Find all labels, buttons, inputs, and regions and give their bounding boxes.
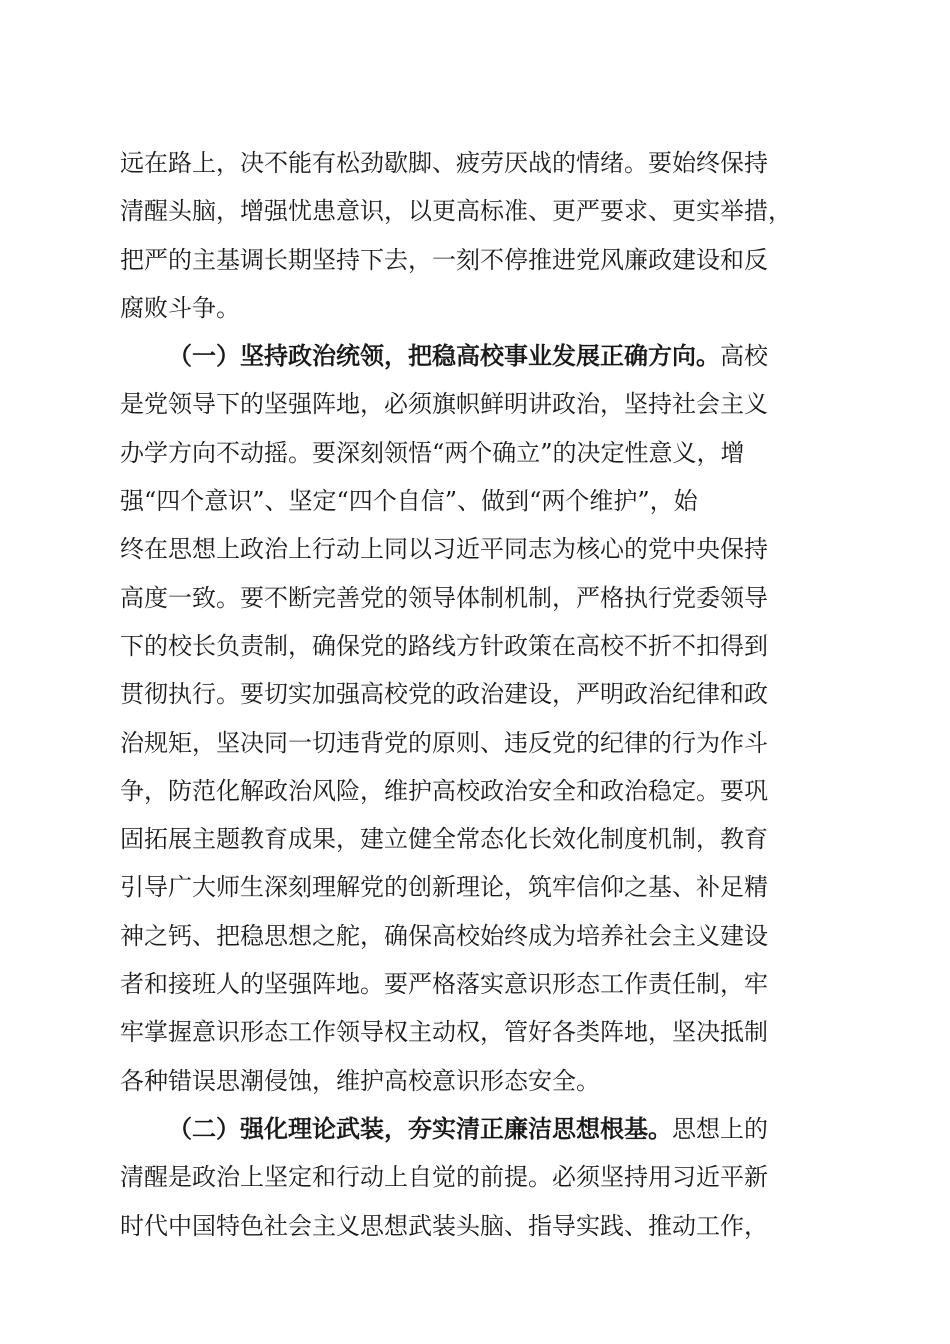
text-line: 强“四个意识”、坚定“四个自信”、做到“两个维护”，始: [120, 487, 698, 516]
text-line: 高度一致。要不断完善党的领导体制机制，严格执行党委领导: [120, 583, 768, 612]
text-line: 清醒头脑，增强忧患意识，以更高标准、更严要求、更实举措，: [120, 197, 792, 226]
text-line: 各种错误思潮侵蚀，维护高校意识形态安全。: [120, 1066, 600, 1095]
text-line: 把严的主基调长期坚持下去，一刻不停推进党风廉政建设和反: [120, 245, 768, 274]
text-line: 办学方向不动摇。要深刻领悟“两个确立”的决定性意义，增: [120, 438, 745, 467]
text-line: 固拓展主题教育成果，建立健全常态化长效化制度机制，教育: [120, 825, 768, 854]
section-1-paragraph: [120, 332, 840, 1105]
section-1-heading: （一）坚持政治统领，把稳高校事业发展正确方向。: [168, 341, 720, 371]
text-line: 治规矩，坚决同一切违背党的原则、违反党的纪律的行为作斗: [120, 728, 768, 757]
continuation-paragraph: [120, 139, 840, 332]
text-line: 牢掌握意识形态工作领导权主动权，管好各类阵地，坚决抵制: [120, 1018, 768, 1047]
section-2-heading: （二）强化理论武装，夯实清正廉洁思想根基。: [168, 1113, 672, 1143]
text-line: 腐败斗争。: [120, 293, 240, 322]
text-line: 时代中国特色社会主义思想武装头脑、指导实践、推动工作，: [120, 1211, 768, 1240]
text-line: 贯彻执行。要切实加强高校党的政治建设，严明政治纪律和政: [120, 680, 768, 709]
document-body: [120, 139, 840, 1250]
text-line: 者和接班人的坚强阵地。要严格落实意识形态工作责任制，牢: [120, 970, 768, 999]
text-line: 清醒是政治上坚定和行动上自觉的前提。必须坚持用习近平新: [120, 1163, 768, 1192]
text-line: 争，防范化解政治风险，维护高校政治安全和政治稳定。要巩: [120, 776, 768, 805]
text-line: 神之钙、把稳思想之舵，确保高校始终成为培养社会主义建设: [120, 921, 768, 950]
text-line: 下的校长负责制，确保党的路线方针政策在高校不折不扣得到: [120, 631, 768, 660]
text-line: 终在思想上政治上行动上同以习近平同志为核心的党中央保持: [120, 535, 768, 564]
section-1-first-line-rest: 高校: [720, 342, 768, 371]
text-line: [120, 1105, 840, 1153]
section-2-paragraph: [120, 1105, 840, 1250]
section-2-first-line-rest: 思想上的: [672, 1114, 768, 1143]
text-line: 远在路上，决不能有松劲歇脚、疲劳厌战的情绪。要始终保持: [120, 149, 768, 177]
text-line: 引导广大师生深刻理解党的创新理论，筑牢信仰之基、补足精: [120, 873, 768, 902]
text-line: [120, 332, 840, 380]
text-line: 是党领导下的坚强阵地，必须旗帜鲜明讲政治，坚持社会主义: [120, 390, 768, 419]
